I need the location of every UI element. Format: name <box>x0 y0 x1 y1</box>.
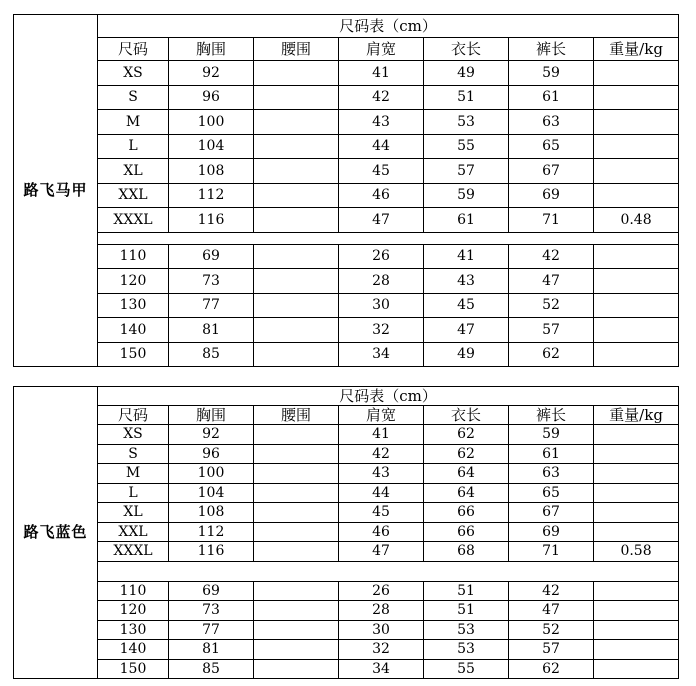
measurement-cell <box>254 640 339 660</box>
measurement-cell: 0.48 <box>594 208 679 233</box>
measurement-cell: 34 <box>339 659 424 679</box>
measurement-cell: 96 <box>169 444 254 464</box>
measurement-cell: 46 <box>339 183 424 208</box>
measurement-cell: 43 <box>339 464 424 484</box>
measurement-cell: 100 <box>169 110 254 135</box>
column-header: 衣长 <box>424 38 509 61</box>
measurement-cell: 73 <box>169 601 254 621</box>
column-header: 裤长 <box>509 38 594 61</box>
table-row <box>14 244 679 269</box>
measurement-cell: 43 <box>339 110 424 135</box>
size-cell: 120 <box>98 601 169 621</box>
measurement-cell: 81 <box>169 318 254 343</box>
measurement-cell <box>254 425 339 445</box>
measurement-cell: 108 <box>169 159 254 184</box>
measurement-cell: 62 <box>509 342 594 367</box>
measurement-cell: 34 <box>339 342 424 367</box>
size-cell: 150 <box>98 659 169 679</box>
measurement-cell <box>594 110 679 135</box>
size-cell: L <box>98 483 169 503</box>
measurement-cell: 44 <box>339 134 424 159</box>
size-cell: 150 <box>98 342 169 367</box>
measurement-cell: 92 <box>169 61 254 86</box>
measurement-cell: 96 <box>169 85 254 110</box>
measurement-cell: 59 <box>509 61 594 86</box>
column-header: 肩宽 <box>339 406 424 425</box>
measurement-cell: 51 <box>424 581 509 601</box>
column-header: 腰围 <box>254 38 339 61</box>
measurement-cell: 59 <box>509 425 594 445</box>
measurement-cell <box>594 444 679 464</box>
measurement-cell <box>594 244 679 269</box>
title-row <box>14 387 679 406</box>
measurement-cell: 45 <box>339 159 424 184</box>
header-row <box>14 38 679 61</box>
measurement-cell <box>594 342 679 367</box>
measurement-cell: 47 <box>339 542 424 562</box>
header-row <box>14 406 679 425</box>
measurement-cell: 0.58 <box>594 542 679 562</box>
size-cell: XXXL <box>98 208 169 233</box>
measurement-cell: 41 <box>424 244 509 269</box>
measurement-cell: 26 <box>339 244 424 269</box>
size-cell: 110 <box>98 244 169 269</box>
measurement-cell: 100 <box>169 464 254 484</box>
size-cell: XL <box>98 503 169 523</box>
measurement-cell <box>594 183 679 208</box>
measurement-cell <box>254 85 339 110</box>
measurement-cell <box>594 425 679 445</box>
measurement-cell <box>254 269 339 294</box>
measurement-cell: 92 <box>169 425 254 445</box>
measurement-cell: 47 <box>424 318 509 343</box>
measurement-cell: 108 <box>169 503 254 523</box>
size-cell: M <box>98 110 169 135</box>
measurement-cell: 41 <box>339 61 424 86</box>
measurement-cell: 57 <box>509 640 594 660</box>
size-cell: S <box>98 85 169 110</box>
measurement-cell <box>254 342 339 367</box>
measurement-cell: 46 <box>339 522 424 542</box>
measurement-cell <box>254 522 339 542</box>
column-header: 胸围 <box>169 406 254 425</box>
table-title: 尺码表（cm） <box>98 387 679 406</box>
size-cell: 110 <box>98 581 169 601</box>
measurement-cell <box>254 244 339 269</box>
column-header: 重量/kg <box>594 38 679 61</box>
measurement-cell: 52 <box>509 620 594 640</box>
measurement-cell <box>594 293 679 318</box>
table-row <box>14 159 679 184</box>
column-header: 胸围 <box>169 38 254 61</box>
size-cell: 120 <box>98 269 169 294</box>
measurement-cell: 69 <box>169 581 254 601</box>
measurement-cell: 47 <box>509 269 594 294</box>
measurement-cell: 63 <box>509 464 594 484</box>
measurement-cell <box>594 522 679 542</box>
measurement-cell: 28 <box>339 601 424 621</box>
table-row <box>14 542 679 562</box>
table-row <box>14 61 679 86</box>
measurement-cell <box>254 464 339 484</box>
measurement-cell: 53 <box>424 620 509 640</box>
measurement-cell: 45 <box>424 293 509 318</box>
size-chart-block-2 <box>13 386 678 679</box>
column-header: 衣长 <box>424 406 509 425</box>
measurement-cell: 69 <box>509 522 594 542</box>
measurement-cell: 52 <box>509 293 594 318</box>
measurement-cell <box>594 85 679 110</box>
measurement-cell: 51 <box>424 601 509 621</box>
size-cell: XXL <box>98 522 169 542</box>
size-cell: XXL <box>98 183 169 208</box>
table-row <box>14 503 679 523</box>
measurement-cell <box>594 134 679 159</box>
table-row <box>14 483 679 503</box>
table-row <box>14 269 679 294</box>
table-row <box>14 342 679 367</box>
measurement-cell: 49 <box>424 61 509 86</box>
measurement-cell: 85 <box>169 659 254 679</box>
measurement-cell <box>254 581 339 601</box>
column-header: 重量/kg <box>594 406 679 425</box>
measurement-cell: 62 <box>424 425 509 445</box>
measurement-cell: 61 <box>509 85 594 110</box>
measurement-cell <box>254 159 339 184</box>
measurement-cell: 51 <box>424 85 509 110</box>
measurement-cell <box>254 503 339 523</box>
size-chart-table <box>13 14 679 367</box>
measurement-cell: 63 <box>509 110 594 135</box>
measurement-cell: 59 <box>424 183 509 208</box>
measurement-cell: 85 <box>169 342 254 367</box>
measurement-cell: 44 <box>339 483 424 503</box>
measurement-cell <box>254 620 339 640</box>
measurement-cell: 55 <box>424 659 509 679</box>
measurement-cell <box>254 659 339 679</box>
measurement-cell: 42 <box>339 444 424 464</box>
size-cell: M <box>98 464 169 484</box>
table-row <box>14 183 679 208</box>
spacer-row <box>14 561 679 581</box>
measurement-cell: 42 <box>509 244 594 269</box>
size-chart-block-1 <box>13 14 678 367</box>
size-cell: S <box>98 444 169 464</box>
measurement-cell: 66 <box>424 522 509 542</box>
measurement-cell: 65 <box>509 483 594 503</box>
measurement-cell <box>594 464 679 484</box>
measurement-cell: 62 <box>424 444 509 464</box>
measurement-cell: 49 <box>424 342 509 367</box>
measurement-cell: 112 <box>169 522 254 542</box>
table-row <box>14 110 679 135</box>
column-header: 腰围 <box>254 406 339 425</box>
table-title: 尺码表（cm） <box>98 15 679 38</box>
measurement-cell <box>254 601 339 621</box>
measurement-cell <box>254 483 339 503</box>
title-row <box>14 15 679 38</box>
measurement-cell: 53 <box>424 640 509 660</box>
measurement-cell: 81 <box>169 640 254 660</box>
table-row <box>14 464 679 484</box>
measurement-cell: 65 <box>509 134 594 159</box>
measurement-cell: 67 <box>509 159 594 184</box>
measurement-cell: 62 <box>509 659 594 679</box>
measurement-cell: 61 <box>509 444 594 464</box>
size-cell: 130 <box>98 620 169 640</box>
measurement-cell: 116 <box>169 542 254 562</box>
column-header: 尺码 <box>98 38 169 61</box>
product-name: 路飞马甲 <box>14 15 98 367</box>
table-row <box>14 318 679 343</box>
measurement-cell <box>594 581 679 601</box>
measurement-cell: 32 <box>339 318 424 343</box>
measurement-cell: 77 <box>169 293 254 318</box>
table-row <box>14 659 679 679</box>
measurement-cell: 64 <box>424 483 509 503</box>
divider <box>98 561 679 581</box>
measurement-cell: 71 <box>509 542 594 562</box>
measurement-cell: 55 <box>424 134 509 159</box>
measurement-cell <box>254 110 339 135</box>
measurement-cell: 32 <box>339 640 424 660</box>
measurement-cell <box>254 318 339 343</box>
size-cell: XS <box>98 61 169 86</box>
spacer-row <box>14 232 679 244</box>
table-row <box>14 425 679 445</box>
column-header: 裤长 <box>509 406 594 425</box>
measurement-cell <box>254 61 339 86</box>
measurement-cell: 69 <box>169 244 254 269</box>
measurement-cell: 71 <box>509 208 594 233</box>
product-name: 路飞蓝色 <box>14 387 98 679</box>
measurement-cell <box>594 159 679 184</box>
measurement-cell: 30 <box>339 293 424 318</box>
measurement-cell: 104 <box>169 134 254 159</box>
size-cell: XXXL <box>98 542 169 562</box>
measurement-cell <box>594 269 679 294</box>
measurement-cell: 104 <box>169 483 254 503</box>
size-cell: L <box>98 134 169 159</box>
measurement-cell: 69 <box>509 183 594 208</box>
measurement-cell: 26 <box>339 581 424 601</box>
measurement-cell: 61 <box>424 208 509 233</box>
table-row <box>14 134 679 159</box>
measurement-cell: 77 <box>169 620 254 640</box>
measurement-cell: 28 <box>339 269 424 294</box>
column-header: 肩宽 <box>339 38 424 61</box>
table-row <box>14 620 679 640</box>
measurement-cell: 116 <box>169 208 254 233</box>
measurement-cell <box>594 318 679 343</box>
measurement-cell <box>594 659 679 679</box>
table-row <box>14 208 679 233</box>
measurement-cell: 41 <box>339 425 424 445</box>
table-row <box>14 522 679 542</box>
measurement-cell <box>254 183 339 208</box>
measurement-cell: 30 <box>339 620 424 640</box>
table-row <box>14 640 679 660</box>
measurement-cell <box>254 542 339 562</box>
measurement-cell: 64 <box>424 464 509 484</box>
measurement-cell: 112 <box>169 183 254 208</box>
measurement-cell <box>254 444 339 464</box>
table-row <box>14 444 679 464</box>
measurement-cell: 67 <box>509 503 594 523</box>
measurement-cell: 57 <box>424 159 509 184</box>
table-row <box>14 85 679 110</box>
measurement-cell: 73 <box>169 269 254 294</box>
measurement-cell: 43 <box>424 269 509 294</box>
table-row <box>14 581 679 601</box>
measurement-cell: 68 <box>424 542 509 562</box>
measurement-cell <box>254 134 339 159</box>
measurement-cell: 47 <box>339 208 424 233</box>
measurement-cell: 57 <box>509 318 594 343</box>
size-chart-table <box>13 386 679 679</box>
measurement-cell: 47 <box>509 601 594 621</box>
column-header: 尺码 <box>98 406 169 425</box>
size-cell: 140 <box>98 318 169 343</box>
measurement-cell <box>254 208 339 233</box>
size-cell: XL <box>98 159 169 184</box>
table-row <box>14 293 679 318</box>
measurement-cell: 53 <box>424 110 509 135</box>
divider <box>98 232 679 244</box>
measurement-cell <box>594 620 679 640</box>
measurement-cell <box>594 640 679 660</box>
measurement-cell <box>594 601 679 621</box>
measurement-cell: 42 <box>339 85 424 110</box>
table-row <box>14 601 679 621</box>
measurement-cell <box>594 483 679 503</box>
size-cell: XS <box>98 425 169 445</box>
measurement-cell <box>594 61 679 86</box>
measurement-cell <box>594 503 679 523</box>
measurement-cell: 66 <box>424 503 509 523</box>
measurement-cell <box>254 293 339 318</box>
measurement-cell: 42 <box>509 581 594 601</box>
measurement-cell: 45 <box>339 503 424 523</box>
size-cell: 130 <box>98 293 169 318</box>
size-cell: 140 <box>98 640 169 660</box>
